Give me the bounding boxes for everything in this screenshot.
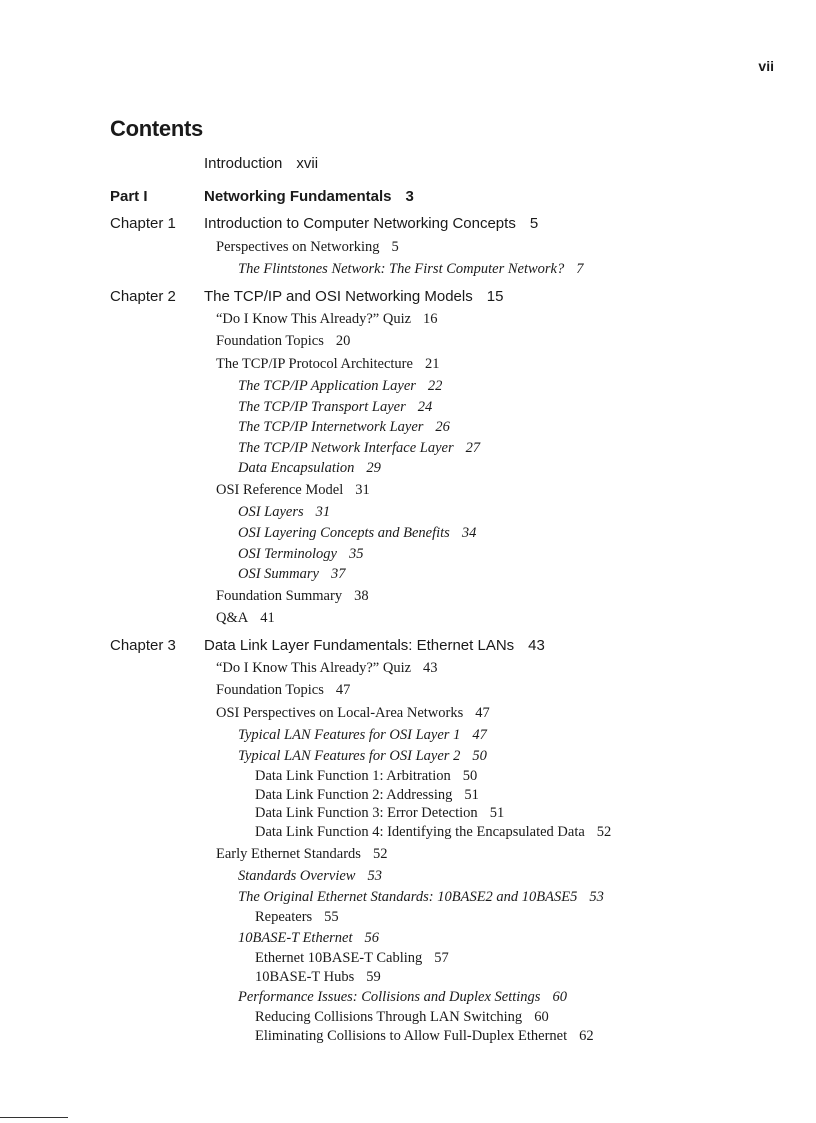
toc-entry-text: “Do I Know This Already?” Quiz	[216, 660, 412, 676]
toc-entry-text: OSI Reference Model	[216, 482, 344, 498]
toc-entry[interactable]	[216, 660, 438, 677]
toc-entry[interactable]	[238, 989, 567, 1006]
toc-entry[interactable]	[238, 440, 480, 457]
part-label: Part I	[110, 188, 148, 205]
toc-entry-page: 20	[335, 333, 351, 349]
toc-entry-text: Data Link Function 2: Addressing	[255, 787, 453, 803]
toc-entry-page: 43	[423, 660, 438, 676]
toc-entry-page: 5	[391, 239, 399, 255]
toc-entry-page: 37	[330, 566, 346, 582]
toc-entry-text: The TCP/IP Network Interface Layer	[238, 440, 454, 456]
toc-entry[interactable]	[216, 311, 438, 328]
toc-entry-text: Standards Overview	[238, 868, 356, 884]
toc-entry-page: 26	[435, 419, 450, 435]
toc-entry-page: 27	[465, 440, 481, 456]
toc-entry[interactable]	[238, 748, 487, 765]
chapter-label: Chapter 1	[110, 215, 176, 232]
toc-entry[interactable]	[238, 460, 381, 477]
toc-entry-text: Data Encapsulation	[238, 460, 355, 476]
toc-entry-page: 53	[367, 868, 382, 884]
toc-entry-text: OSI Layers	[238, 504, 304, 520]
toc-entry[interactable]	[255, 950, 449, 967]
toc-entry[interactable]	[216, 482, 370, 499]
toc-entry[interactable]	[238, 889, 604, 906]
toc-entry-text: Data Link Function 1: Arbitration	[255, 768, 451, 784]
chapter-label: Chapter 2	[110, 288, 176, 305]
part-title: Networking Fundamentals	[204, 188, 392, 205]
toc-entry-text: The TCP/IP Internetwork Layer	[238, 419, 424, 435]
chapter-heading[interactable]	[204, 637, 545, 654]
toc-entry[interactable]	[238, 399, 432, 416]
toc-entry[interactable]	[255, 824, 611, 841]
toc-entry[interactable]	[238, 378, 442, 395]
toc-entry-text: The TCP/IP Application Layer	[238, 378, 416, 394]
toc-entry-text: Foundation Summary	[216, 588, 343, 604]
toc-entry-page: 35	[348, 546, 364, 562]
toc-entry[interactable]	[238, 727, 487, 744]
toc-entry-page: 29	[366, 460, 381, 476]
toc-entry-text: OSI Perspectives on Local-Area Networks	[216, 705, 464, 721]
toc-entry-page: 24	[417, 399, 433, 415]
toc-entry-text: Typical LAN Features for OSI Layer 1	[238, 727, 461, 743]
toc-entry-page: 21	[424, 356, 440, 372]
chapter-title: Introduction to Computer Networking Concepts	[204, 215, 516, 232]
chapter-title: The TCP/IP and OSI Networking Models	[204, 288, 473, 305]
toc-entry-introduction[interactable]	[204, 155, 318, 172]
toc-entry-text: Typical LAN Features for OSI Layer 2	[238, 748, 461, 764]
chapter-title: Data Link Layer Fundamentals: Ethernet LANs	[204, 637, 515, 654]
toc-entry[interactable]	[238, 930, 379, 947]
toc-entry-text: Foundation Topics	[216, 682, 324, 698]
toc-entry-page: 22	[427, 378, 443, 394]
chapter-page: 43	[528, 637, 545, 654]
toc-entry-page: 59	[366, 969, 381, 985]
toc-entry[interactable]	[216, 239, 399, 256]
toc-entry-text: The TCP/IP Protocol Architecture	[216, 356, 413, 372]
toc-entry[interactable]	[255, 787, 479, 804]
toc-entry-page: 62	[579, 1028, 594, 1044]
footer-rule	[0, 1117, 68, 1118]
part-page: 3	[405, 188, 414, 205]
toc-entry[interactable]	[255, 768, 477, 785]
toc-entry[interactable]	[238, 566, 345, 583]
toc-entry-page: 50	[472, 748, 487, 764]
toc-entry-text: Eliminating Collisions to Allow Full-Duplex Ethernet	[255, 1028, 568, 1044]
toc-entry-page: 56	[364, 930, 380, 946]
toc-entry-text: Early Ethernet Standards	[216, 846, 361, 862]
toc-entry[interactable]	[216, 610, 275, 627]
chapter-heading[interactable]	[204, 288, 503, 305]
toc-entry-page: 50	[462, 768, 478, 784]
toc-entry-page: 55	[324, 909, 339, 925]
part-heading[interactable]	[204, 188, 414, 205]
toc-entry-text: Data Link Function 4: Identifying the Encapsulated Data	[255, 824, 585, 840]
toc-entry-text: “Do I Know This Already?” Quiz	[216, 311, 412, 327]
toc-entry[interactable]	[216, 846, 387, 863]
toc-entry-page: 60	[552, 989, 567, 1005]
toc-entry[interactable]	[255, 909, 339, 926]
chapter-page: 15	[486, 288, 504, 305]
toc-entry-text: Data Link Function 3: Error Detection	[255, 805, 478, 821]
toc-entry-text: Performance Issues: Collisions and Duplex Settings	[238, 989, 541, 1005]
toc-entry-page: 53	[589, 889, 604, 905]
toc-entry[interactable]	[255, 805, 504, 822]
toc-entry-page: 51	[464, 787, 479, 803]
toc-entry-page: 34	[461, 525, 477, 541]
chapter-page: 5	[529, 215, 539, 232]
toc-entry-page: 31	[315, 504, 331, 520]
toc-entry-page: 52	[372, 846, 388, 862]
toc-entry[interactable]	[216, 333, 350, 350]
chapter-label: Chapter 3	[110, 637, 176, 654]
toc-entry-text: The Flintstones Network: The First Computer Network?	[238, 261, 565, 277]
toc-entry-text: Repeaters	[255, 909, 313, 925]
toc-entry-page: 47	[475, 705, 490, 721]
toc-entry-text: Reducing Collisions Through LAN Switching	[255, 1009, 523, 1025]
chapter-heading[interactable]	[204, 215, 538, 232]
toc-entry-text: The TCP/IP Transport Layer	[238, 399, 406, 415]
toc-entry-page: 60	[534, 1009, 549, 1025]
page-title: Contents	[110, 116, 203, 141]
toc-entry-page: 51	[489, 805, 505, 821]
toc-entry-text: Ethernet 10BASE-T Cabling	[255, 950, 423, 966]
toc-entry-text: The Original Ethernet Standards: 10BASE2 and 10BASE5	[238, 889, 578, 905]
toc-entry-page: xvii	[296, 155, 319, 172]
toc-entry-page: 41	[260, 610, 275, 626]
toc-entry-page: 16	[423, 311, 438, 327]
toc-entry[interactable]	[216, 356, 439, 373]
toc-entry[interactable]	[216, 682, 350, 699]
toc-entry[interactable]	[238, 546, 363, 563]
toc-entry-text: OSI Layering Concepts and Benefits	[238, 525, 450, 541]
toc-entry[interactable]	[216, 588, 369, 605]
toc-entry[interactable]	[238, 261, 584, 278]
toc-entry-text: Perspectives on Networking	[216, 239, 380, 255]
toc-entry[interactable]	[238, 868, 382, 885]
page-number: vii	[758, 58, 774, 74]
toc-entry-text: Q&A	[216, 610, 249, 626]
toc-entry-text: 10BASE-T Ethernet	[238, 930, 353, 946]
toc-entry-page: 7	[576, 261, 584, 277]
toc-entry[interactable]	[255, 1028, 594, 1045]
toc-entry-page: 38	[354, 588, 369, 604]
toc-entry-text: OSI Summary	[238, 566, 319, 582]
toc-entry[interactable]	[216, 705, 490, 722]
toc-entry-text: 10BASE-T Hubs	[255, 969, 355, 985]
toc-entry-page: 47	[335, 682, 351, 698]
toc-entry[interactable]	[255, 969, 381, 986]
toc-entry[interactable]	[238, 419, 450, 436]
toc-entry-page: 31	[355, 482, 370, 498]
toc-entry-page: 57	[434, 950, 449, 966]
toc-entry-text: Foundation Topics	[216, 333, 324, 349]
toc-entry-text: Introduction	[204, 155, 283, 172]
toc-entry[interactable]	[238, 525, 476, 542]
toc-entry-text: OSI Terminology	[238, 546, 337, 562]
toc-entry[interactable]	[255, 1009, 549, 1026]
toc-entry-page: 52	[596, 824, 612, 840]
toc-entry-page: 47	[472, 727, 487, 743]
toc-entry[interactable]	[238, 504, 330, 521]
